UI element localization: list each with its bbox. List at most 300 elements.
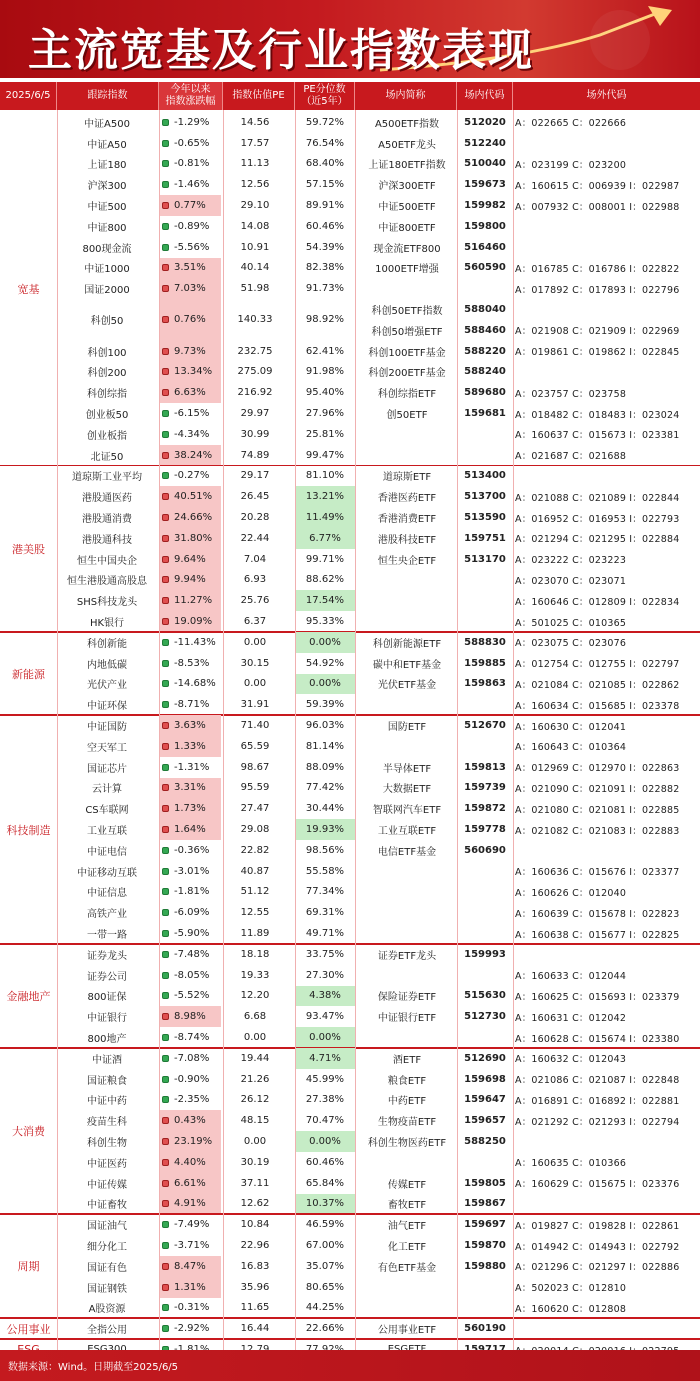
pe-value: 12.62 [240, 1198, 270, 1210]
ytd-value: 7.03% [174, 283, 206, 295]
header-pct-line2: （近5年） [301, 96, 348, 107]
exchange-short-name [357, 278, 457, 299]
pe-value: 65.59 [240, 740, 270, 752]
ytd-value: 1.33% [174, 740, 206, 752]
pe-value: 6.93 [243, 574, 267, 586]
header-pe: 指数估值PE [223, 82, 295, 110]
down-indicator-icon [162, 1076, 169, 1083]
up-indicator-icon [162, 826, 169, 833]
index-name: 一带一路 [87, 930, 127, 942]
otc-codes: A：021687 C：021688 [515, 451, 627, 463]
ytd-change [159, 466, 221, 487]
table-row [57, 674, 700, 695]
table-row [57, 362, 700, 383]
pe-value: 29.08 [240, 824, 270, 836]
otc-codes: A：023757 C：023758 [515, 388, 627, 400]
table-row [57, 965, 700, 986]
otc-codes: A：021080 C：021081 I：022885 [515, 804, 680, 816]
exchange-code: 510040 [464, 158, 506, 170]
index-name: 证券龙头 [87, 950, 127, 962]
ytd-value: -2.35% [174, 1094, 210, 1106]
ytd-value: -0.31% [174, 1302, 210, 1314]
header-index: 跟踪指数 [57, 82, 159, 110]
exchange-short-name [357, 1298, 457, 1319]
table-row [57, 1214, 700, 1235]
pe-percentile: 54.39% [305, 241, 345, 253]
ytd-change [159, 1298, 221, 1319]
ytd-change [159, 174, 221, 195]
exchange-short-name: 畜牧ETF [387, 1200, 427, 1212]
category-label: 新能源 [12, 667, 45, 681]
ytd-change [159, 590, 221, 611]
exchange-code: 159805 [464, 1177, 506, 1189]
up-indicator-icon [162, 389, 169, 396]
column-divider [223, 110, 224, 1360]
table-row [57, 757, 700, 778]
ytd-value: 8.98% [174, 1011, 206, 1023]
ytd-change [159, 1173, 221, 1194]
down-indicator-icon [162, 701, 169, 708]
exchange-code: 516460 [464, 241, 506, 253]
otc-codes: A：160634 C：015685 I：023378 [515, 700, 680, 712]
pe-value: 35.96 [240, 1281, 270, 1293]
ytd-change [159, 1110, 221, 1131]
otc-codes [515, 237, 700, 258]
down-indicator-icon [162, 972, 169, 979]
ytd-value: -1.31% [174, 761, 210, 773]
pe-value: 16.44 [240, 1323, 270, 1335]
exchange-code: 513170 [464, 553, 506, 565]
otc-codes: A：017892 C：017893 I：022796 [515, 284, 680, 296]
exchange-short-name: 科创50ETF指数 [371, 306, 443, 318]
ytd-change [159, 258, 221, 279]
up-indicator-icon [162, 556, 169, 563]
header-pct-line1: PE分位数 [303, 84, 346, 95]
exchange-short-name [357, 736, 457, 757]
ytd-value: -5.52% [174, 990, 210, 1002]
otc-codes: A：160646 C：012809 I：022834 [515, 596, 680, 608]
pe-percentile: 4.38% [295, 986, 355, 1007]
down-indicator-icon [162, 660, 169, 667]
header-ytd [159, 82, 223, 110]
exchange-short-name: 港股科技ETF [377, 534, 437, 546]
ytd-value: -11.43% [174, 636, 216, 648]
ytd-value: -8.53% [174, 657, 210, 669]
table-row [57, 154, 700, 175]
exchange-code [457, 965, 513, 986]
exchange-short-name: 中证500ETF [378, 202, 436, 214]
table-row [57, 653, 700, 674]
ytd-change [159, 341, 221, 362]
ytd-value: 3.31% [174, 782, 206, 794]
pe-value: 51.98 [240, 283, 270, 295]
table-row [57, 1256, 700, 1277]
exchange-code: 159673 [464, 179, 506, 191]
exchange-short-name [357, 570, 457, 591]
exchange-short-name: 生物疫苗ETF [377, 1117, 437, 1129]
down-indicator-icon [162, 1242, 169, 1249]
exchange-short-name: 科创综指ETF [377, 389, 437, 401]
pe-percentile: 93.47% [305, 1011, 345, 1023]
category-label: 公用事业 [6, 1322, 51, 1336]
down-indicator-icon [162, 181, 169, 188]
pe-value: 40.14 [240, 262, 270, 274]
exchange-code: 513400 [464, 470, 506, 482]
pe-value: 71.40 [240, 720, 270, 732]
otc-codes: A：016952 C：016953 I：022793 [515, 513, 680, 525]
ytd-value: 4.40% [174, 1156, 206, 1168]
table-row [57, 715, 700, 736]
pe-value: 29.97 [240, 408, 270, 420]
ytd-value: -8.74% [174, 1032, 210, 1044]
table-row [57, 694, 700, 715]
exchange-short-name: 中证800ETF [378, 222, 436, 234]
exchange-short-name: 科创100ETF基金 [368, 347, 446, 359]
table-row [57, 1298, 700, 1319]
index-name: 科创新能 [87, 638, 127, 650]
ytd-value: -7.48% [174, 948, 210, 960]
header-short: 场内简称 [355, 82, 457, 110]
index-name: 科创200 [87, 368, 127, 380]
ytd-value: -1.46% [174, 179, 210, 191]
exchange-code: 159813 [464, 761, 506, 773]
ytd-value: -1.29% [174, 116, 210, 128]
index-name: 上证180 [87, 160, 127, 172]
ytd-value: -4.34% [174, 428, 210, 440]
ytd-value: 40.51% [174, 491, 213, 503]
exchange-code: 159872 [464, 803, 506, 815]
exchange-short-name: 中药ETF [387, 1096, 427, 1108]
table-row [57, 258, 700, 279]
ytd-value: -8.05% [174, 969, 210, 981]
pe-value: 14.08 [240, 220, 270, 232]
table-row [57, 403, 700, 424]
up-indicator-icon [162, 1013, 169, 1020]
exchange-code [457, 424, 513, 445]
otc-codes: A：021088 C：021089 I：022844 [515, 492, 680, 504]
exchange-code: 159751 [464, 532, 506, 544]
ytd-value: 23.19% [174, 1136, 213, 1148]
exchange-code: 560590 [464, 262, 506, 274]
pe-percentile: 81.10% [305, 470, 345, 482]
exchange-code: 513700 [464, 491, 506, 503]
pe-value: 11.65 [240, 1302, 270, 1314]
table-row [57, 944, 700, 965]
pe-value: 14.56 [240, 116, 270, 128]
table-row [57, 549, 700, 570]
up-indicator-icon [162, 1159, 169, 1166]
ytd-value: -2.92% [174, 1323, 210, 1335]
header-date: 2025/6/5 [0, 82, 57, 110]
pe-percentile: 70.47% [305, 1115, 345, 1127]
down-indicator-icon [162, 639, 169, 646]
pe-value: 0.00 [243, 636, 267, 648]
ytd-change [159, 798, 221, 819]
ytd-value: 9.73% [174, 345, 206, 357]
column-divider [355, 110, 356, 1360]
pe-percentile: 65.84% [305, 1177, 345, 1189]
otc-codes: A：023075 C：023076 [515, 638, 627, 650]
index-name: 工业互联 [87, 826, 127, 838]
ytd-value: 9.64% [174, 553, 206, 565]
otc-codes: A：160620 C：012808 [515, 1303, 627, 1315]
ytd-value: -0.81% [174, 158, 210, 170]
pe-percentile: 95.33% [305, 616, 345, 628]
exchange-code: 159778 [464, 824, 506, 836]
exchange-code: 159993 [464, 948, 506, 960]
otc-codes: A：160633 C：012044 [515, 971, 627, 983]
category-label: 金融地产 [6, 990, 51, 1003]
up-indicator-icon [162, 784, 169, 791]
ytd-value: -3.01% [174, 865, 210, 877]
table-row [57, 486, 700, 507]
exchange-code [457, 882, 513, 903]
pe-percentile: 77.42% [305, 782, 345, 794]
table-row [57, 424, 700, 445]
pe-value: 216.92 [237, 387, 273, 399]
pe-value: 0.00 [243, 678, 267, 690]
down-indicator-icon [162, 244, 169, 251]
otc-codes: A：160632 C：012043 [515, 1054, 627, 1066]
ytd-value: 31.80% [174, 532, 213, 544]
up-indicator-icon [162, 1200, 169, 1207]
table-row [57, 445, 700, 466]
exchange-code: 588830 [464, 636, 506, 648]
down-indicator-icon [162, 410, 169, 417]
pe-percentile: 95.40% [305, 387, 345, 399]
exchange-code: 512020 [464, 116, 506, 128]
exchange-short-name [357, 611, 457, 632]
exchange-code: 588460 [464, 324, 506, 336]
ytd-change [159, 1006, 221, 1027]
pe-value: 12.56 [240, 179, 270, 191]
index-name: 中证1000 [84, 264, 130, 276]
down-indicator-icon [162, 472, 169, 479]
exchange-short-name: 香港医药ETF [377, 493, 437, 505]
exchange-short-name [357, 861, 457, 882]
header-ytd-line1: 今年以来 [170, 84, 211, 95]
pe-percentile: 55.58% [305, 865, 345, 877]
banner [0, 0, 700, 78]
index-name: 细分化工 [87, 1242, 127, 1254]
pe-value: 31.91 [240, 699, 270, 711]
table-row [57, 466, 700, 487]
up-indicator-icon [162, 202, 169, 209]
down-indicator-icon [162, 909, 169, 916]
down-indicator-icon [162, 992, 169, 999]
down-indicator-icon [162, 680, 169, 687]
ytd-change [159, 861, 221, 882]
otc-codes: A：160628 C：015674 I：023380 [515, 1033, 680, 1045]
otc-codes: A：018482 C：018483 I：023024 [515, 409, 680, 421]
index-name: 港股通科技 [82, 534, 132, 546]
otc-codes: A：021908 C：021909 I：022969 [515, 326, 680, 338]
up-indicator-icon [162, 493, 169, 500]
pe-percentile: 60.46% [305, 1156, 345, 1168]
pe-value: 37.11 [240, 1177, 270, 1189]
table-row [57, 299, 700, 341]
column-divider [457, 110, 458, 1360]
pe-percentile: 68.40% [305, 158, 345, 170]
index-name: SHS科技龙头 [76, 597, 138, 609]
pe-percentile: 80.65% [305, 1281, 345, 1293]
exchange-code: 159681 [464, 408, 506, 420]
pe-percentile: 0.00% [295, 1131, 355, 1152]
ytd-value: -0.89% [174, 220, 210, 232]
exchange-code [457, 611, 513, 632]
pe-value: 25.76 [240, 595, 270, 607]
ytd-change [159, 528, 221, 549]
pe-percentile: 11.49% [295, 507, 355, 528]
otc-codes: A：160639 C：015678 I：022823 [515, 908, 680, 920]
ytd-change [159, 819, 221, 840]
pe-percentile: 27.30% [305, 969, 345, 981]
pe-percentile: 19.93% [295, 819, 355, 840]
pe-percentile: 49.71% [305, 928, 345, 940]
pe-value: 27.47 [240, 803, 270, 815]
index-name: 中证酒 [92, 1054, 122, 1066]
exchange-code: 588220 [464, 345, 506, 357]
down-indicator-icon [162, 888, 169, 895]
pe-percentile: 30.44% [305, 803, 345, 815]
exchange-short-name [357, 965, 457, 986]
exchange-short-name: 智联网汽车ETF [372, 805, 442, 817]
ytd-value: -0.65% [174, 137, 210, 149]
exchange-short-name: 化工ETF [387, 1242, 427, 1254]
pe-value: 29.17 [240, 470, 270, 482]
ytd-value: 0.76% [174, 314, 206, 326]
exchange-short-name [357, 1152, 457, 1173]
index-name: 中证电信 [87, 846, 127, 858]
pe-value: 74.89 [240, 449, 270, 461]
exchange-code: 159880 [464, 1260, 506, 1272]
index-name: 科创50 [90, 316, 124, 328]
table-row [57, 902, 700, 923]
ytd-change [159, 1069, 221, 1090]
up-indicator-icon [162, 264, 169, 271]
otc-codes: A：160637 C：015673 I：023381 [515, 430, 680, 442]
exchange-short-name: 油气ETF [387, 1221, 427, 1233]
index-name: 光伏产业 [87, 680, 127, 692]
exchange-short-name: A500ETF指数 [374, 118, 440, 130]
ytd-change [159, 923, 221, 944]
index-name: 云计算 [92, 784, 122, 796]
table-row [57, 174, 700, 195]
category-label: 宽基 [17, 282, 40, 296]
table-row [57, 986, 700, 1007]
ytd-value: 0.77% [174, 200, 206, 212]
pe-percentile: 45.99% [305, 1073, 345, 1085]
pe-percentile: 99.47% [305, 449, 345, 461]
ytd-change [159, 611, 221, 632]
index-name: 国证芯片 [87, 763, 127, 775]
otc-codes: A：023070 C：023071 [515, 575, 627, 587]
ytd-value: -0.90% [174, 1073, 210, 1085]
pe-percentile: 60.46% [305, 220, 345, 232]
pe-value: 26.12 [240, 1094, 270, 1106]
ytd-change [159, 882, 221, 903]
otc-codes: A：014942 C：014943 I：022792 [515, 1241, 680, 1253]
pe-percentile: 13.21% [295, 486, 355, 507]
ytd-change [159, 424, 221, 445]
ytd-value: -1.81% [174, 886, 210, 898]
ytd-value: -6.09% [174, 907, 210, 919]
exchange-code: 159885 [464, 657, 506, 669]
ytd-value: 1.73% [174, 803, 206, 815]
index-name: 中证信息 [87, 888, 127, 900]
index-name: 科创100 [87, 347, 127, 359]
exchange-code: 589680 [464, 387, 506, 399]
ytd-change [159, 445, 221, 466]
otc-codes: A：016785 C：016786 I：022822 [515, 263, 680, 275]
table-row [57, 507, 700, 528]
down-indicator-icon [162, 930, 169, 937]
table-row [57, 528, 700, 549]
ytd-change [159, 736, 221, 757]
ytd-change [159, 507, 221, 528]
table-row [57, 819, 700, 840]
exchange-code [457, 1277, 513, 1298]
pe-value: 30.19 [240, 1156, 270, 1168]
otc-codes: A：160636 C：015676 I：023377 [515, 867, 680, 879]
up-indicator-icon [162, 316, 169, 323]
ytd-change [159, 237, 221, 258]
down-indicator-icon [162, 1096, 169, 1103]
ytd-change [159, 1214, 221, 1235]
otc-codes: A：021090 C：021091 I：022882 [515, 783, 680, 795]
pe-percentile: 81.14% [305, 740, 345, 752]
pe-value: 30.15 [240, 657, 270, 669]
pe-percentile: 22.66% [305, 1323, 345, 1335]
exchange-code: 588240 [464, 366, 506, 378]
table-row [57, 632, 700, 653]
exchange-code: 512690 [464, 1052, 506, 1064]
ytd-value: 11.27% [174, 595, 213, 607]
otc-codes: A：007932 C：008001 I：022988 [515, 201, 680, 213]
table-row [57, 278, 700, 299]
exchange-short-name: 国防ETF [387, 722, 427, 734]
ytd-value: 4.91% [174, 1198, 206, 1210]
otc-codes [515, 1194, 700, 1215]
index-name: A股资源 [88, 1304, 126, 1316]
index-name: 国证2000 [84, 285, 130, 297]
table-row [57, 1110, 700, 1131]
ytd-value: -5.56% [174, 241, 210, 253]
pe-percentile: 0.00% [295, 632, 355, 653]
pe-percentile: 96.03% [305, 720, 345, 732]
index-name: 创业板50 [85, 410, 129, 422]
otc-codes: A：023222 C：023223 [515, 555, 627, 567]
pe-value: 11.13 [240, 158, 270, 170]
up-indicator-icon [162, 722, 169, 729]
exchange-code: 588040 [464, 304, 506, 316]
table-row [57, 611, 700, 632]
otc-codes: A：021294 C：021295 I：022884 [515, 534, 680, 546]
ytd-value: 8.47% [174, 1260, 206, 1272]
exchange-short-name: 香港消费ETF [377, 514, 437, 526]
up-indicator-icon [162, 1284, 169, 1291]
exchange-code [457, 923, 513, 944]
otc-codes [515, 133, 700, 154]
index-name: 北证50 [90, 451, 124, 463]
pe-value: 10.91 [240, 241, 270, 253]
table-row [57, 382, 700, 403]
pe-percentile: 62.41% [305, 345, 345, 357]
exchange-code: 159863 [464, 678, 506, 690]
ytd-value: 19.09% [174, 616, 213, 628]
otc-codes [515, 216, 700, 237]
exchange-short-name [357, 590, 457, 611]
